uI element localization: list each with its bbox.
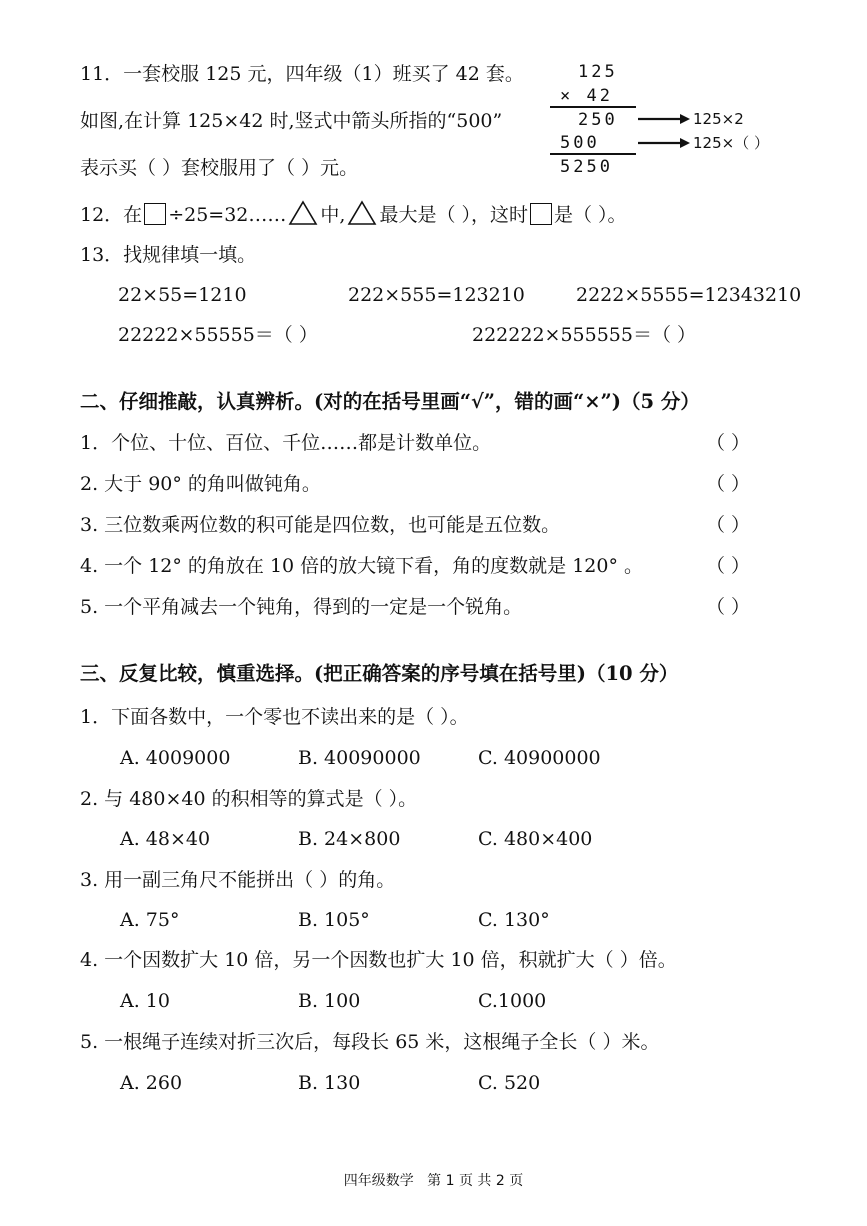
q12-suffix: 是（ ）。 xyxy=(553,204,627,226)
arrow-label-2: 125×（ ） xyxy=(693,134,769,152)
choice-item-text: 4. 一个因数扩大 10 倍，另一个因数也扩大 10 倍，积就扩大（ ）倍。 xyxy=(80,949,677,971)
square-blank xyxy=(144,203,166,225)
judge-item-text: 2. 大于 90° 的角叫做钝角。 xyxy=(80,473,321,495)
q13-eq3: 2222×5555=12343210 xyxy=(576,284,802,306)
q13-eq2: 222×555=123210 xyxy=(348,284,525,306)
choice-option-c: C. 130° xyxy=(478,909,550,931)
judge-item-text: 4. 一个 12° 的角放在 10 倍的放大镜下看，角的度数就是 120° 。 xyxy=(80,555,644,577)
choice-item-text: 5. 一根绳子连续对折三次后，每段长 65 米，这根绳子全长（ ）米。 xyxy=(80,1031,660,1053)
choice-option-c: C. 520 xyxy=(478,1072,541,1094)
q13-title: 13．找规律填一填。 xyxy=(80,244,257,266)
arrow-icon xyxy=(636,110,692,150)
choice-option-b: B. 130 xyxy=(298,1072,361,1094)
judge-answer-paren: （ ） xyxy=(706,432,751,454)
judge-item-text: 5. 一个平角减去一个钝角，得到的一定是一个锐角。 xyxy=(80,596,523,618)
choice-item-text: 2. 与 480×40 的积相等的算式是（ ）。 xyxy=(80,788,418,810)
choice-option-c: C.1000 xyxy=(478,990,547,1012)
arrow-label-1: 125×2 xyxy=(693,110,744,128)
judge-item-text: 1．个位、十位、百位、千位……都是计数单位。 xyxy=(80,432,492,454)
q11-line1: 11．一套校服 125 元，四年级（1）班买了 42 套。 xyxy=(80,63,524,85)
q12-prefix: 12．在 xyxy=(80,204,143,226)
choice-heading: 三、反复比较，慎重选择。(把正确答案的序号填在括号里)（10 分） xyxy=(80,662,679,685)
choice-option-b: B. 100 xyxy=(298,990,361,1012)
q12-mid3: 最大是（ ），这时 xyxy=(379,204,528,226)
choice-option-a: A. 48×40 xyxy=(120,828,211,850)
calc-row-5: 5250 xyxy=(560,157,613,177)
choice-option-b: B. 105° xyxy=(298,909,370,931)
calc-row-1: 125 xyxy=(578,62,618,82)
choice-item-text: 1．下面各数中，一个零也不读出来的是（ ）。 xyxy=(80,706,469,728)
q11-line2: 如图,在计算 125×42 时,竖式中箭头所指的“500” xyxy=(80,110,503,132)
choice-option-a: A. 10 xyxy=(120,990,170,1012)
choice-item-text: 3. 用一副三角尺不能拼出（ ）的角。 xyxy=(80,869,396,891)
q13-eq5: 222222×555555＝（ ） xyxy=(472,324,697,346)
choice-option-a: A. 4009000 xyxy=(120,747,231,769)
q13-eq4: 22222×55555＝（ ） xyxy=(118,324,318,346)
q13-eq1: 22×55=1210 xyxy=(118,284,247,306)
page-footer: 四年级数学 第 1 页 共 2 页 xyxy=(343,1173,524,1189)
judge-item-text: 3. 三位数乘两位数的积可能是四位数，也可能是五位数。 xyxy=(80,514,561,536)
judge-answer-paren: （ ） xyxy=(706,555,751,577)
calc-row-2: × 42 xyxy=(560,86,613,106)
choice-option-c: C. 40900000 xyxy=(478,747,601,769)
choice-option-b: B. 24×800 xyxy=(298,828,401,850)
square-blank xyxy=(530,203,552,225)
judge-answer-paren: （ ） xyxy=(706,473,751,495)
calc-row-4: 500 xyxy=(560,133,600,153)
q12-line xyxy=(80,200,627,227)
choice-option-b: B. 40090000 xyxy=(298,747,421,769)
q12-mid1: ÷25=32…… xyxy=(168,204,287,226)
choice-option-a: A. 75° xyxy=(120,909,180,931)
choice-option-a: A. 260 xyxy=(120,1072,183,1094)
triangle-icon xyxy=(347,200,377,226)
judge-answer-paren: （ ） xyxy=(706,514,751,536)
judge-heading: 二、仔细推敲，认真辨析。(对的在括号里画“√”，错的画“×”)（5 分） xyxy=(80,390,700,413)
q11-line3: 表示买（ ）套校服用了（ ）元。 xyxy=(80,157,359,179)
calc-row-3: 250 xyxy=(578,110,618,130)
q12-mid2: 中, xyxy=(320,204,346,226)
triangle-icon xyxy=(288,200,318,226)
choice-option-c: C. 480×400 xyxy=(478,828,593,850)
judge-answer-paren: （ ） xyxy=(706,596,751,618)
